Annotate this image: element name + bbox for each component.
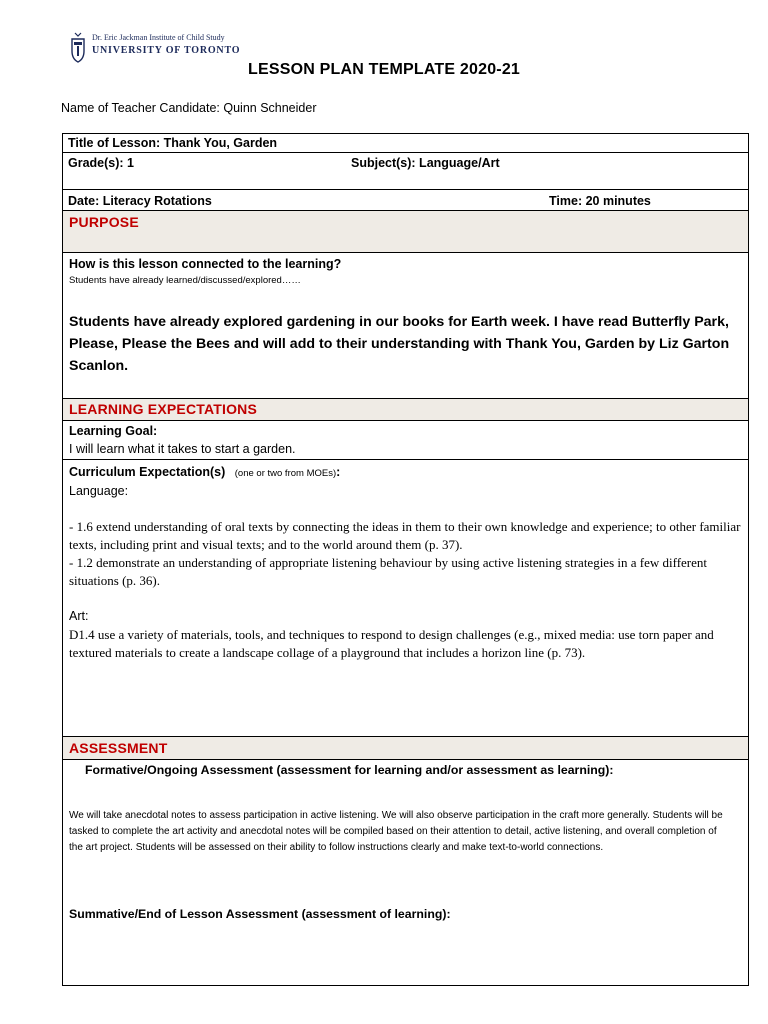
assessment-heading: ASSESSMENT xyxy=(69,740,168,756)
date-time-row xyxy=(63,190,748,211)
subjects: Subject(s): Language/Art xyxy=(351,156,500,170)
university-name: UNIVERSITY OF TORONTO xyxy=(92,45,241,56)
curriculum-header xyxy=(69,465,340,479)
purpose-hint: Students have already learned/discussed/explored…… xyxy=(69,275,301,286)
curriculum-colon: : xyxy=(336,465,341,479)
expectations-heading-row xyxy=(63,399,748,421)
expectations-heading: LEARNING EXPECTATIONS xyxy=(69,401,258,417)
learning-goal-text: I will learn what it takes to start a garden. xyxy=(69,442,296,456)
grade-subject-row xyxy=(63,153,748,190)
summative-label: Summative/End of Lesson Assessment (assessment of learning): xyxy=(69,907,451,921)
grades: Grade(s): 1 xyxy=(68,156,134,170)
art-item: D1.4 use a variety of materials, tools, and techniques to respond to design challenges (e.g., mixed media: use torn paper and textured materials to create a landscape collage of a playground that includes a horizon line (p. 73). xyxy=(69,627,714,660)
assessment-heading-row xyxy=(63,737,748,760)
language-item-2: - 1.2 demonstrate an understanding of appropriate listening behaviour by using active listening strategies in a few different situations (p. 36). xyxy=(69,555,708,588)
language-item-1: - 1.6 extend understanding of oral texts by connecting the ideas in them to their own knowledge and experience; to other familiar texts, including print and visual texts; and to the world around them (p. 37). xyxy=(69,519,741,552)
language-label: Language: xyxy=(69,484,129,498)
formative-text: We will take anecdotal notes to assess participation in active listening. We will also observe participation in the craft more generally. Students will be tasked to complete the art activity and anecdotal notes will be compiled based on their attention to detail, active listening, and overall completion of the art project. Students will be assessed on their ability to follow instructions clearly and make text-to-world connections. xyxy=(69,810,723,853)
purpose-answer: Students have already explored gardening in our books for Earth week. I have read Butterfly Park, Please, Please the Bees and will add to their understanding with Thank You, Garden by Liz Garton Scanlon. xyxy=(69,314,730,374)
lesson-plan-table xyxy=(62,133,749,986)
crest-icon xyxy=(70,31,86,65)
time: Time: 20 minutes xyxy=(549,194,651,208)
purpose-heading: PURPOSE xyxy=(69,214,139,230)
purpose-content-row xyxy=(63,253,748,399)
learning-goal-label: Learning Goal: xyxy=(69,424,158,438)
curriculum-label: Curriculum Expectation(s) xyxy=(69,465,226,479)
assessment-content-row xyxy=(63,760,748,985)
lesson-title-row xyxy=(63,134,748,153)
teacher-name: Name of Teacher Candidate: Quinn Schneider xyxy=(61,101,317,115)
institute-name: Dr. Eric Jackman Institute of Child Study xyxy=(92,33,225,42)
purpose-question: How is this lesson connected to the learning? xyxy=(69,257,342,271)
formative-label: Formative/Ongoing Assessment (assessment for learning and/or assessment as learning): xyxy=(85,763,614,777)
curriculum-hint: (one or two from MOEs) xyxy=(234,468,337,479)
document-title: LESSON PLAN TEMPLATE 2020-21 xyxy=(247,61,521,78)
learning-goal-row xyxy=(63,421,748,460)
art-label: Art: xyxy=(69,609,89,623)
curriculum-row xyxy=(63,460,748,737)
purpose-heading-row xyxy=(63,211,748,253)
lesson-title: Title of Lesson: Thank You, Garden xyxy=(68,136,278,150)
date: Date: Literacy Rotations xyxy=(68,194,212,208)
